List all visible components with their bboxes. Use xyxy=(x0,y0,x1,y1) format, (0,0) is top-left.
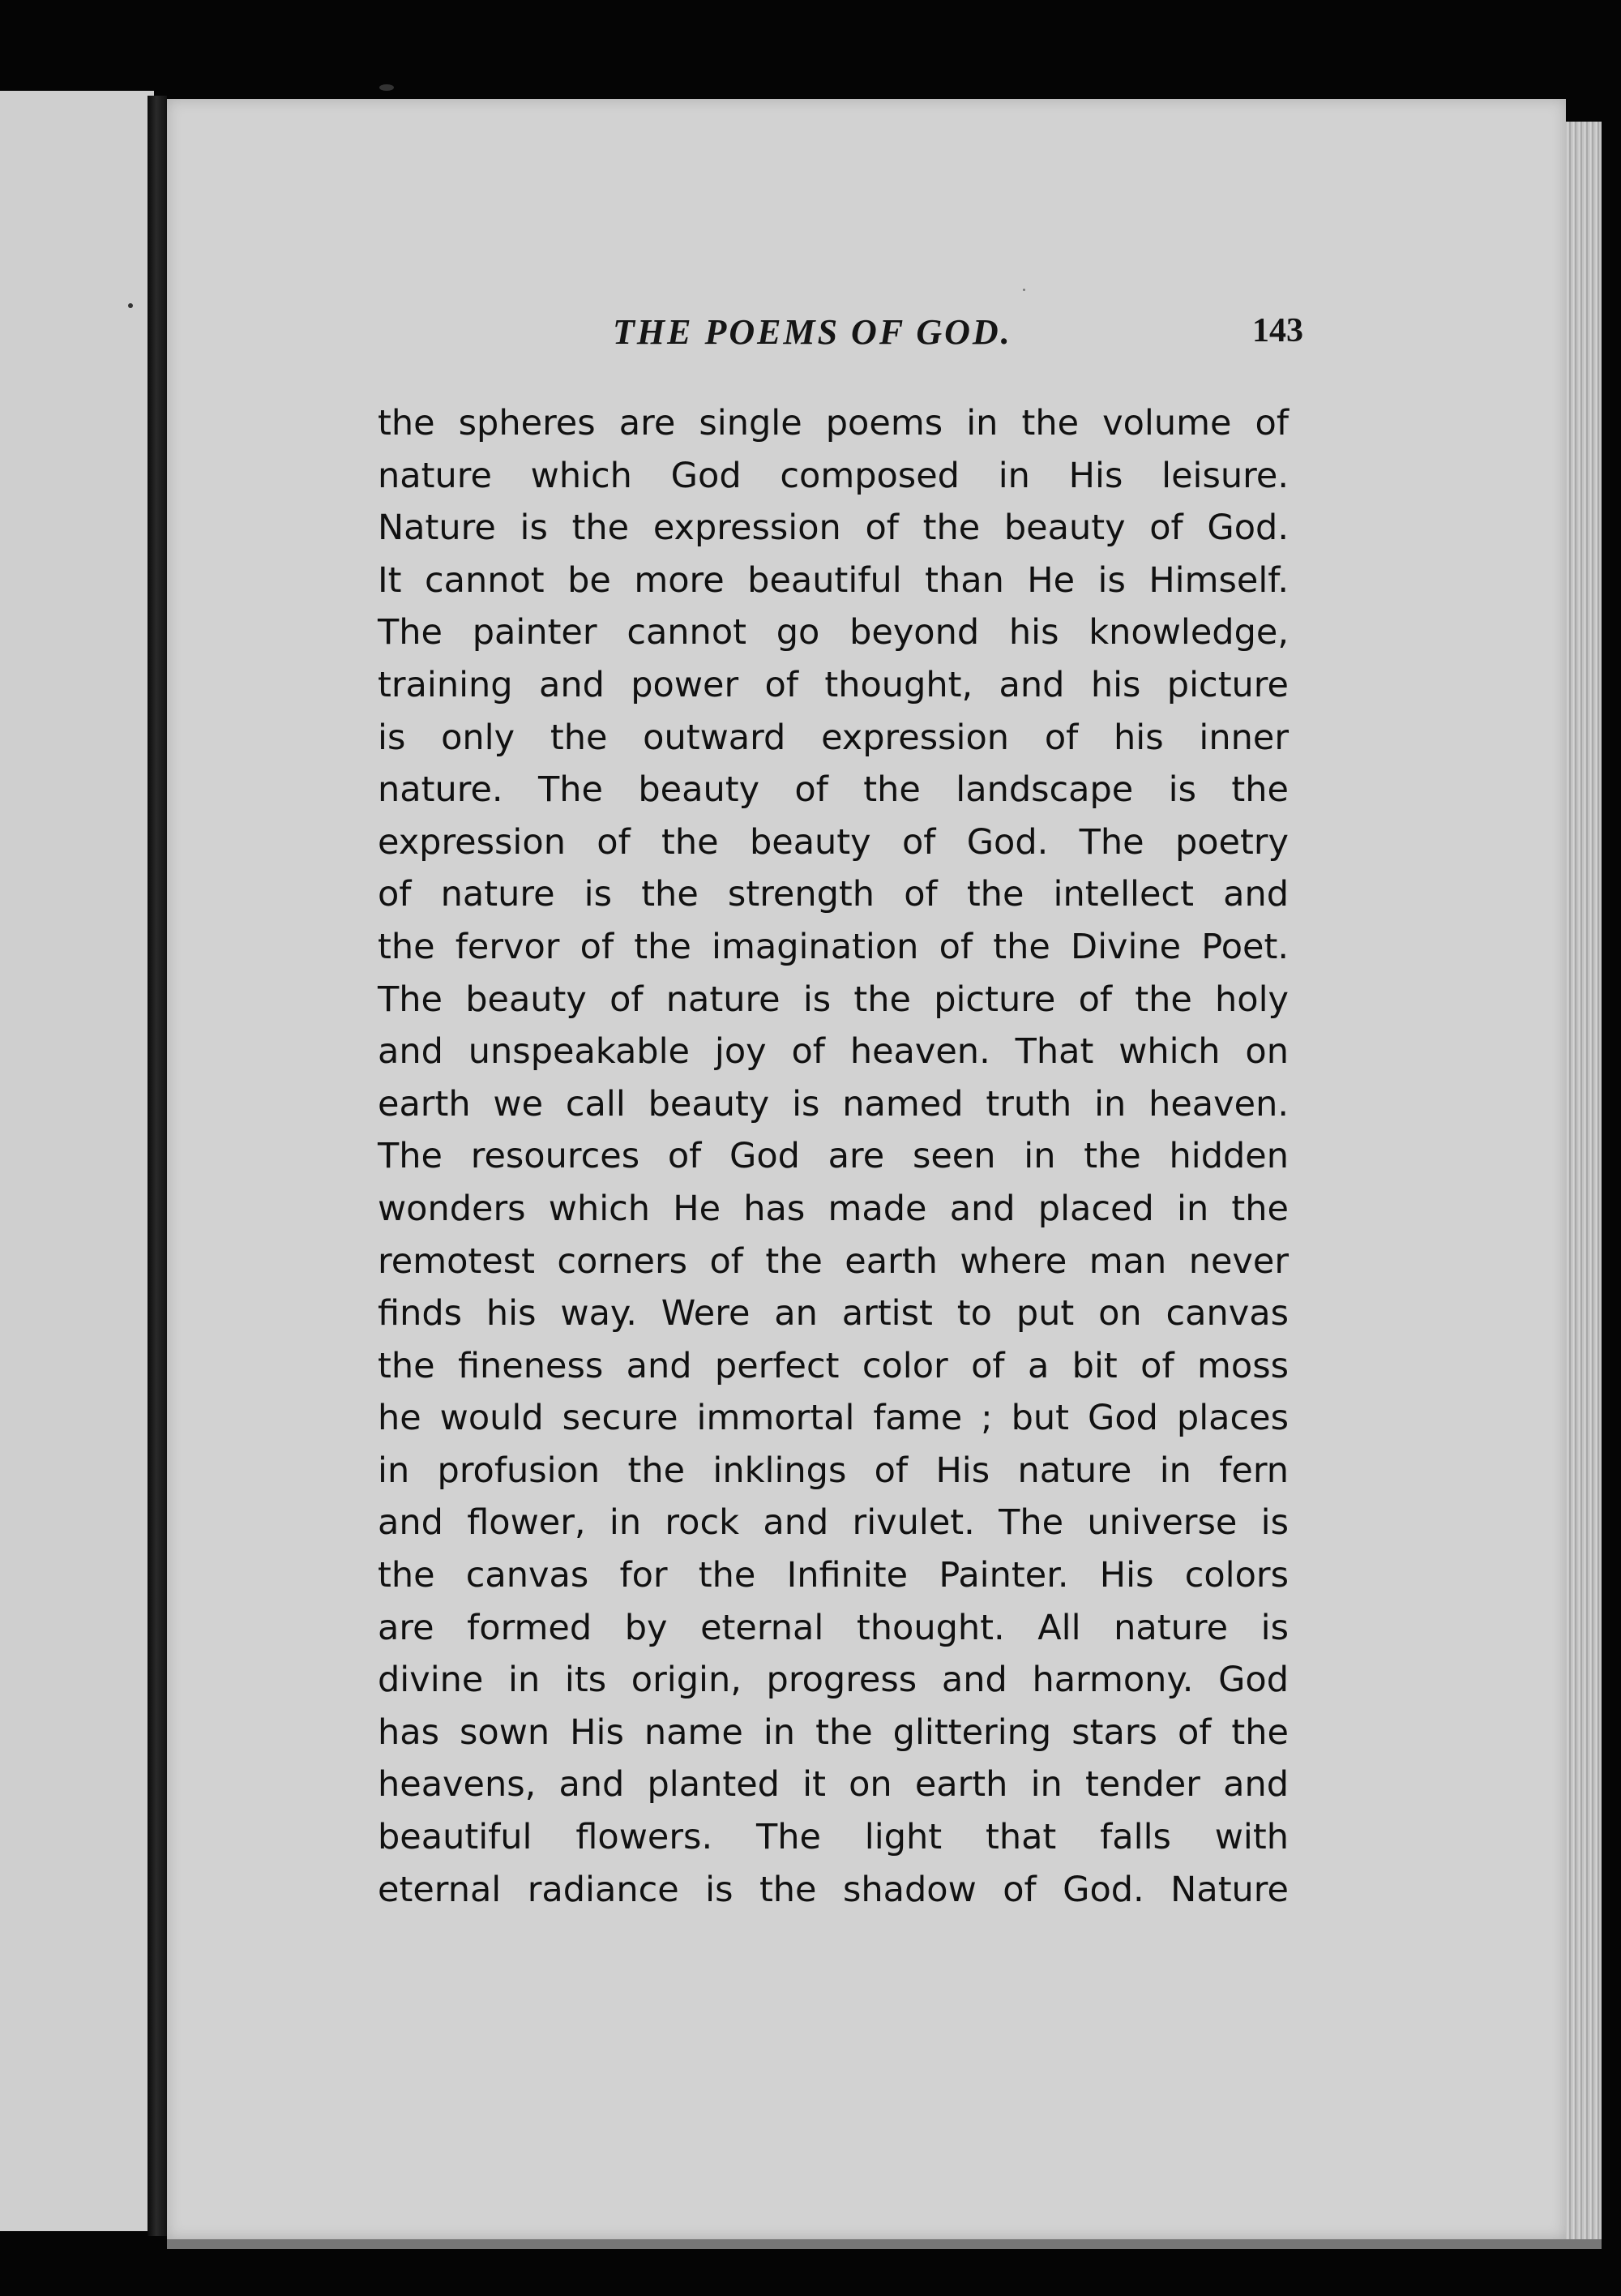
text-line: earth we call beauty is named truth in heaven. xyxy=(378,1083,1289,1124)
body-text xyxy=(378,397,1289,1916)
text-line: of nature is the strength of the intellect and xyxy=(378,874,1289,915)
text-line: The beauty of nature is the picture of the holy xyxy=(378,979,1289,1020)
text-line: expression of the beauty of God. The poetry xyxy=(378,821,1289,863)
running-header xyxy=(370,311,1303,360)
text-line: the spheres are single poems in the volume of xyxy=(378,403,1289,443)
previous-page-edge xyxy=(0,91,154,2231)
page-number: 143 xyxy=(1252,312,1303,349)
text-line: he would secure immortal fame ; but God places xyxy=(378,1398,1289,1439)
text-line: eternal radiance is the shadow of God. Nature xyxy=(378,1869,1289,1910)
page-bottom-edge xyxy=(167,2239,1602,2249)
text-line: the fineness and perfect color of a bit of moss xyxy=(378,1345,1289,1386)
book-binding xyxy=(148,96,167,2236)
text-line: It cannot be more beautiful than He is Himself. xyxy=(378,559,1289,601)
running-title: THE POEMS OF GOD. xyxy=(613,312,1012,352)
text-line: remotest corners of the earth where man never xyxy=(378,1240,1289,1282)
text-line: the fervor of the imagination of the Divine Poet. xyxy=(378,926,1289,967)
text-line: the canvas for the Infinite Painter. His colors xyxy=(378,1555,1289,1596)
text-line: finds his way. Were an artist to put on canvas xyxy=(378,1293,1289,1334)
text-line: heavens, and planted it on earth in tender and xyxy=(378,1764,1289,1806)
text-line: nature. The beauty of the landscape is the xyxy=(378,769,1289,811)
text-line: is only the outward expression of his inner xyxy=(378,717,1289,758)
text-line: training and power of thought, and his picture xyxy=(378,664,1289,705)
text-line: in profusion the inklings of His nature in fern xyxy=(378,1450,1289,1491)
page-stack-edges xyxy=(1566,122,1602,2246)
scan-speck xyxy=(379,84,394,91)
text-line: and flower, in rock and rivulet. The universe is xyxy=(378,1502,1289,1544)
text-line: and unspeakable joy of heaven. That which on xyxy=(378,1031,1289,1073)
text-line: nature which God composed in His leisure. xyxy=(378,455,1289,496)
text-line: divine in its origin, progress and harmony. God xyxy=(378,1660,1289,1701)
text-line: The painter cannot go beyond his knowledge, xyxy=(378,612,1289,653)
scan-speck xyxy=(1023,289,1025,291)
text-line: The resources of God are seen in the hidden xyxy=(378,1136,1289,1177)
text-line: Nature is the expression of the beauty of God. xyxy=(378,508,1289,549)
text-line: are formed by eternal thought. All nature is xyxy=(378,1607,1289,1648)
scan-speck xyxy=(128,303,133,308)
text-line: has sown His name in the glittering stars of the xyxy=(378,1711,1289,1753)
text-line: beautiful flowers. The light that falls with xyxy=(378,1817,1289,1858)
text-line: wonders which He has made and placed in the xyxy=(378,1188,1289,1229)
